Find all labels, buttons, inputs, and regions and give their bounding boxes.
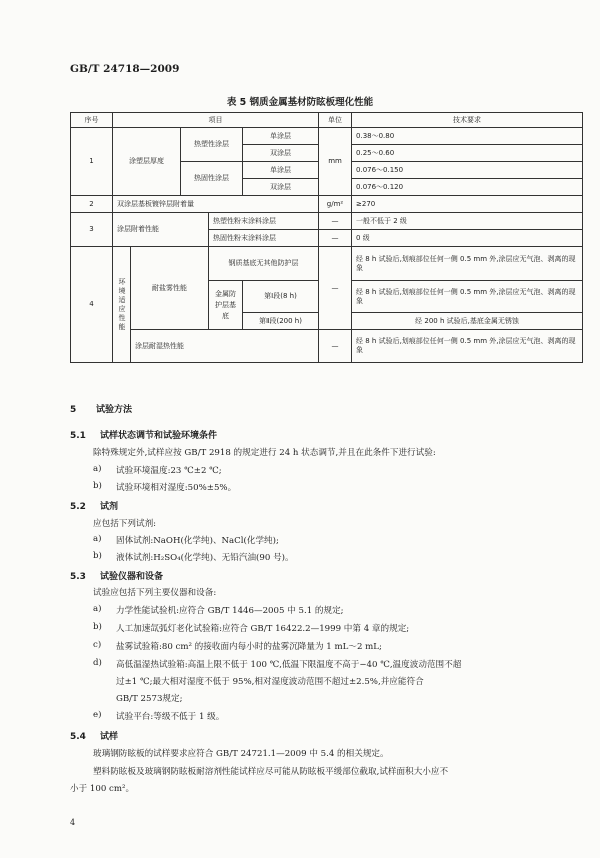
- section-5-4: [70, 729, 118, 742]
- row4-value-1: 经 8 h 试验后,划痕部位任何一侧 0.5 mm 外,涂层应无气泡、剥离的现象: [352, 247, 583, 281]
- row4-humid-unit: —: [319, 330, 352, 363]
- marker-b: b): [93, 622, 102, 632]
- row1-thermoplastic: 热塑性涂层: [181, 128, 243, 162]
- item-text: 试验平台:等级不低于 1 级。: [116, 712, 225, 722]
- row1-item: 涂塑层厚度: [113, 128, 181, 196]
- row2-unit: g/m²: [319, 196, 352, 213]
- item-text: 试验环境温度:23 ℃±2 ℃;: [116, 466, 222, 476]
- row1-no: 1: [71, 128, 113, 196]
- section-5-1-para: 除特殊规定外,试样应按 GB/T 2918 的规定进行 24 h 状态调节,并且在此条件下进行试验:: [93, 448, 436, 458]
- row3-value-1: 一般不低于 2 级: [352, 213, 583, 230]
- section-5-1: [70, 428, 217, 441]
- row4-humid: 涂层耐湿热性能: [131, 330, 319, 363]
- section-5-2: [70, 499, 118, 512]
- row2-no: 2: [71, 196, 113, 213]
- section-5-3-item-d-line3: GB/T 2573规定;: [116, 694, 183, 704]
- marker-b: b): [93, 481, 102, 491]
- row4-value-4: 经 8 h 试验后,划痕部位任何一侧 0.5 mm 外,涂层应无气泡、剥离的现象: [352, 330, 583, 363]
- row4-no: 4: [71, 247, 113, 363]
- row4-metal: 金属防护层基底: [215, 289, 236, 320]
- section-5-2-para: 应包括下列试剂:: [93, 519, 157, 529]
- item-text: 固体试剂:NaOH(化学纯)、NaCl(化学纯);: [116, 536, 279, 546]
- header-unit: 单位: [319, 113, 352, 128]
- section-5-4-para-1: 玻璃钢防眩板的试样要求应符合 GB/T 24721.1—2009 中 5.4 的相关规定。: [93, 749, 389, 759]
- section-5-4-para-2: 塑料防眩板及玻璃钢防眩板耐溶剂性能试样应尽可能从防眩板平缓部位截取,试样面积大小应不: [93, 767, 449, 777]
- section-5-3-item-d-line2: 过±1 ℃;最大相对湿度不低于 95%,相对湿度波动范围不超过±2.5%,并应能符合: [116, 677, 424, 687]
- section-5-2-title: 试剂: [100, 502, 119, 512]
- section-5-title: 试验方法: [96, 405, 133, 415]
- row4-steel: 钢质基底无其他防护层: [209, 247, 319, 281]
- row3-no: 3: [71, 213, 113, 247]
- row3-unit-2: —: [319, 230, 352, 247]
- section-5-3-num: 5.3: [70, 572, 86, 582]
- section-5-3: [70, 569, 163, 582]
- marker-e: e): [93, 710, 102, 720]
- header-item: 项目: [113, 113, 319, 128]
- section-5-num: 5: [70, 405, 77, 415]
- header-no: 序号: [71, 113, 113, 128]
- marker-a: a): [93, 464, 102, 474]
- row4-salt: 耐盐雾性能: [131, 247, 209, 330]
- table-header-row: [71, 113, 583, 128]
- section-5-1-title: 试样状态调节和试验环境条件: [100, 431, 218, 441]
- row1-single-2: 单涂层: [243, 162, 319, 179]
- header-requirement: 技术要求: [352, 113, 583, 128]
- row4-value-2: 经 8 h 试验后,划痕部位任何一侧 0.5 mm 外,涂层应无气泡、剥离的现象: [352, 281, 583, 313]
- marker-a: a): [93, 604, 102, 614]
- item-text: 试验环境相对湿度:50%±5%。: [116, 483, 237, 493]
- row4-env: 环境适应性能: [118, 277, 126, 332]
- marker-d: d): [93, 658, 102, 668]
- table-caption: 表 5 钢质金属基材防眩板理化性能: [226, 97, 374, 108]
- row2-item: 双涂层基板镀锌层附着量: [113, 196, 319, 213]
- marker-b: b): [93, 551, 102, 561]
- row3-sub-1: 热塑性粉末涂料涂层: [209, 213, 319, 230]
- row4-seg1: 第Ⅰ段(8 h): [243, 281, 319, 313]
- item-text: 液体试剂:H₂SO₄(化学纯)、无铅汽油(90 号)。: [116, 553, 294, 563]
- row3-unit-1: —: [319, 213, 352, 230]
- section-5: [70, 402, 132, 415]
- row3-value-2: 0 级: [352, 230, 583, 247]
- row4-seg2: 第Ⅱ段(200 h): [243, 313, 319, 330]
- row1-value-4: 0.076～0.120: [352, 179, 583, 196]
- row2-value: ≥270: [352, 196, 583, 213]
- section-5-4-title: 试样: [100, 732, 119, 742]
- row4-unit: —: [319, 247, 352, 330]
- section-5-4-num: 5.4: [70, 732, 86, 742]
- item-text: 人工加速氙弧灯老化试验箱:应符合 GB/T 16422.2—1999 中第 4 章的规定;: [116, 624, 410, 634]
- row1-value-2: 0.25～0.60: [352, 145, 583, 162]
- row1-thermoset: 热固性涂层: [181, 162, 243, 196]
- item-text: 盐雾试验箱:80 cm² 的接收面内每小时的盐雾沉降量为 1 mL～2 mL;: [116, 642, 382, 652]
- row1-value-1: 0.38～0.80: [352, 128, 583, 145]
- properties-table: [70, 112, 583, 363]
- row3-sub-2: 热固性粉末涂料涂层: [209, 230, 319, 247]
- section-5-3-title: 试验仪器和设备: [100, 572, 164, 582]
- row4-metal-cell: [209, 281, 243, 330]
- section-5-3-para: 试验应包括下列主要仪器和设备:: [93, 588, 217, 598]
- page-number: 4: [70, 818, 76, 827]
- section-5-4-para-3: 小于 100 cm²。: [70, 784, 135, 794]
- row4-value-3: 经 200 h 试验后,基底金属无锈蚀: [352, 313, 583, 330]
- marker-c: c): [93, 640, 102, 650]
- section-5-1-num: 5.1: [70, 431, 86, 441]
- section-5-2-num: 5.2: [70, 502, 86, 512]
- standard-header: GB/T 24718—2009: [70, 63, 180, 75]
- row1-double-2: 双涂层: [243, 179, 319, 196]
- item-text: 力学性能试验机:应符合 GB/T 1446—2005 中 5.1 的规定;: [116, 606, 344, 616]
- row3-item: 涂层附着性能: [113, 213, 209, 247]
- row1-double-1: 双涂层: [243, 145, 319, 162]
- row1-unit: mm: [319, 128, 352, 196]
- item-text-line-1: 高低温湿热试验箱:高温上限不低于 100 ℃,低温下限温度不高于−40 ℃,温度波动范围不超: [116, 660, 462, 670]
- marker-a: a): [93, 534, 102, 544]
- row4-env-cell: [113, 247, 131, 363]
- row1-single-1: 单涂层: [243, 128, 319, 145]
- row1-value-3: 0.076～0.150: [352, 162, 583, 179]
